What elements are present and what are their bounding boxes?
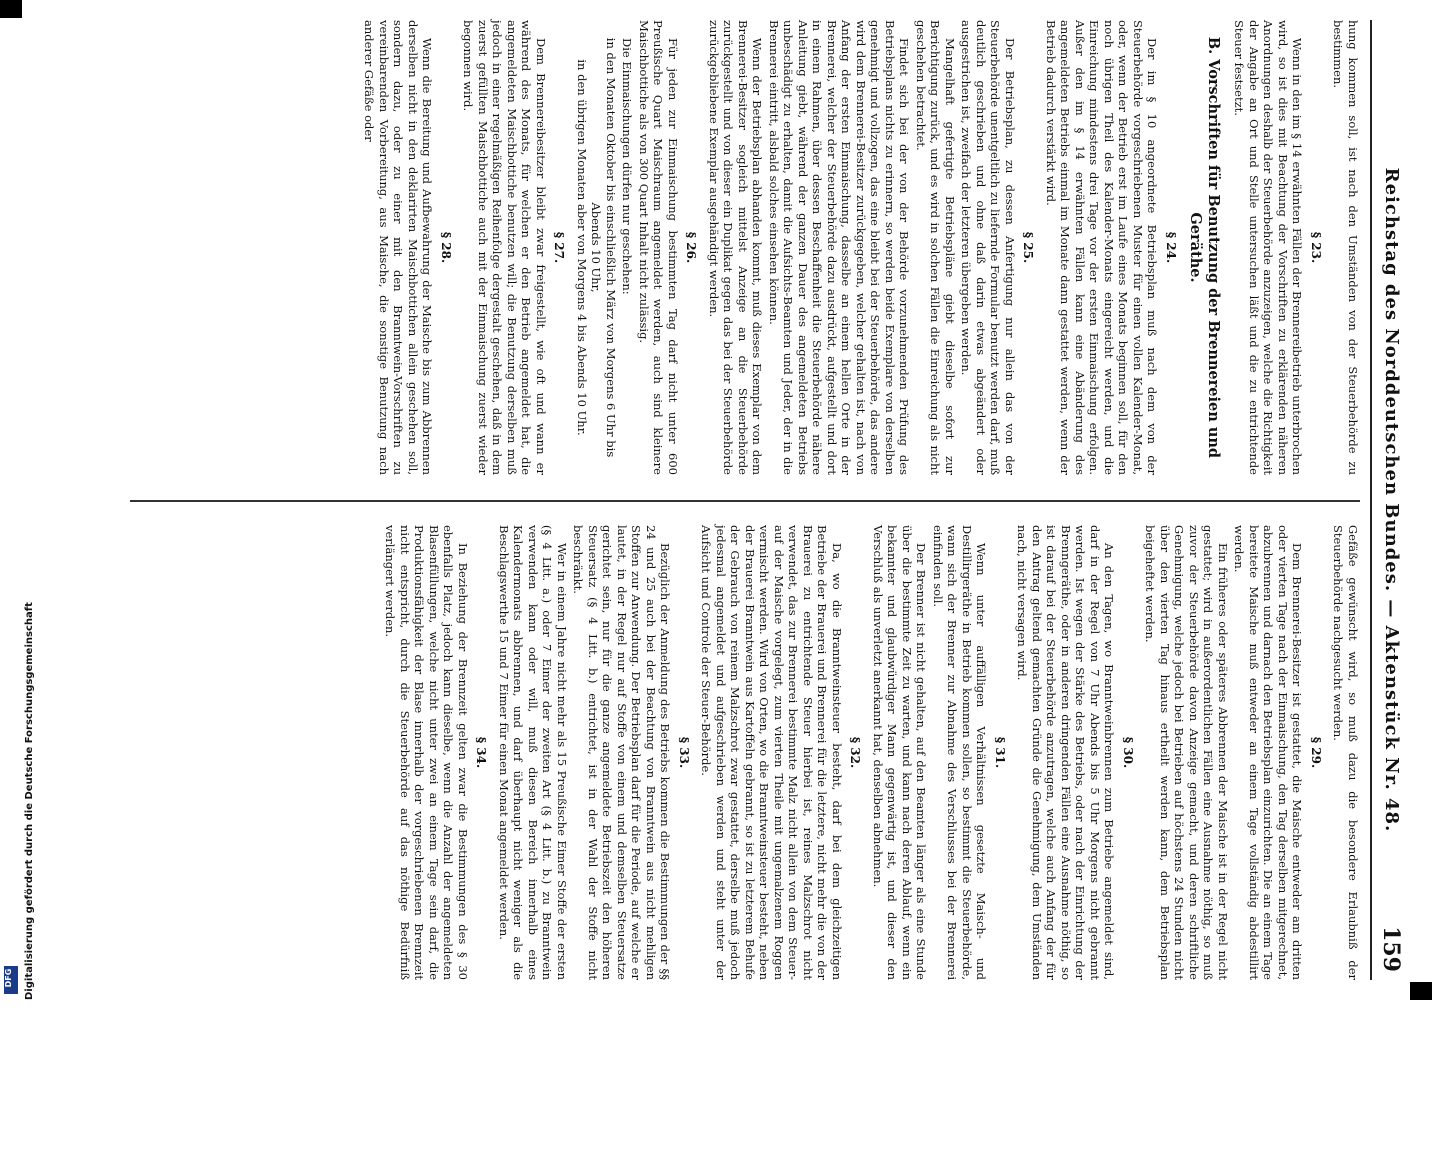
section-26-line-2: in den übrigen Monaten aber von Morgens 4 bis Abends 10 Uhr.	[575, 59, 589, 436]
rotated-page	[278, 0, 1404, 1150]
section-33-text-1: Bezüglich der Anmeldung des Betriebs kommen die Bestimmungen der §§ 24 und 25 auch bei der Beachtung von Branntwein aus nicht mehligen Stoffen zur Anwendung. Der Betriebsplan darf für die Periode, auf welche er lautet, in der Regel nur auf Stoffe von einem und demselben Steuersatze gerichtet sein, nur für die ganze angemeldete Betriebszeit den höheren Steuersatz (§ 4 Litt. b.) entrichtet, ist in der Wahl der Stoffe nicht beschränkt.	[571, 525, 673, 980]
section-26-title: § 26.	[684, 231, 699, 264]
section-25-text-1: Der Betriebsplan, zu dessen Anfertigung nur allein das von der Steuerbehörde unentgeltlich zu liefernde Formular benutzt werden darf, muß deutlich geschrieben und ohne daß darin etwas abgeändert oder ausgestrichen ist, zweifach der letzteren übergeben werden.	[959, 20, 1017, 475]
section-30-text: An den Tagen, wo Branntweinbrennen zum Betriebe angemeldet sind, darf in der Regel von 7 Uhr Abends bis 5 Uhr Morgens nicht gebrannt werden. Ist wegen der Stärke des Betriebs, oder nach der Einrichtung der Brenngeräthe, oder in anderen dringenden Fällen eine Ausnahme nöthig, so ist darauf bei der Steuerbehörde anzutragen, welche auch Anfang der für den Antrag geltend gemachten Gründe die Genehmigung, dem Umständen nach, nicht versagen wird.	[1015, 525, 1117, 980]
section-26-line-1: in den Monaten Oktober bis einschließlich März von Morgens 6 Uhr bis Abends 10 Uhr,	[589, 37, 618, 458]
section-26-text-1: Für jeden zur Einmaischung bestimmten Tag darf nicht unter 600 Preußische Quart Maischraum angemeldet werden, auch sind kleinere Maischbottiche als von 300 Quart Inhalt nicht zulässig.	[637, 20, 680, 475]
section-26-text-2: Die Einmaischungen dürfen nur geschehen:	[620, 38, 635, 295]
section-23-text: Wenn in den im § 14 erwähnten Fällen der Brennereibetrieb unterbrochen wird, so ist dies mit Beachtung der Vorschriften zu erklärenden näheren Anordnungen deshalb der Steuerbehörde anzuzeigen, welche die Richtigkeit der Angabe an Ort und Stelle untersuchen läßt und die zu entrichtende Steuer festsetzt.	[1232, 20, 1305, 475]
section-27-title: § 27.	[552, 231, 567, 264]
left-column	[360, 20, 1360, 475]
header-rule	[1370, 20, 1372, 980]
page-content	[108, 20, 1408, 980]
heading-b: B. Vorschriften für Benutzung der Brennereien und Geräthe.	[1187, 36, 1222, 459]
section-31-title: § 31.	[993, 736, 1007, 769]
section-32-text: Da, wo die Branntweinsteuer besteht, darf bei dem gleichzeitigen Betriebe der Brauerei und Brennerei für die letztere, nicht mehr die von der Brauerei zu entrichtende Steuer hierbei ist, reines Malzschrot nicht verwendet, das zur Brennerei bestimmte Malz nicht allein von dem Steuer- auf der Maische vorgelegt, zum vierten Theile mit ungemalzenem Roggen vermischt werden. Wird von Orten, wo die Branntweinsteuer besteht, neben der Brauerei Branntwein aus Kartoffeln gebrannt, so ist zu letzterem Behufe der Gebrauch von reinem Malzschrot zwar gestattet, derselbe muß jedoch jedesmal angemeldet und aufgeschrieben werden und steht unter der Aufsicht und Controle der Steuer-Behörde.	[699, 525, 844, 980]
section-25-text-2: Mangelhaft gefertigte Betriebspläne giebt dieselbe sofort zur Berichtigung zurück, und es wird in solchen Fällen die Einreichung als nicht geschehen betrachtet.	[914, 20, 957, 475]
section-31-text-2: Der Brenner ist nicht gehalten, auf den Beamten länger als eine Stunde über die bestimmte Zeit zu warten, und kann nach deren Ablauf, wenn ein bekannter und glaubwürdiger Mann gegenwärtig ist, und dieser den Verschluß als unverletzt anerkannt hat, denselben abnehmen.	[871, 525, 929, 980]
dfg-logo-text: DFG	[4, 968, 13, 988]
section-34-text: In Beziehung der Brennzeit gelten zwar die Bestimmungen des § 30 ebenfalls Platz, jedoch kann dieselbe, wenn die Anzahl der angemeldeten Blasenfüllungen, welche nicht unter zwei an einem Tage sein darf, die Produktionsfähigkeit der Blase innerhalb der vorgeschriebenen Brennzeit nicht entspricht, durch die Steuerbehörde auf das nöthige Bedürfniß verlängert werden.	[383, 525, 470, 980]
section-28-text: Wenn die Bereitung und Aufbewahrung der Maische bis zum Abbrennen derselben nicht in den deklarirten Maischbottichen allein geschehen soll, sondern dazu, oder zu einer mit den Branntwein-Vorschriften zu vereinbarenden Vorbereitung, aus Maische, die sonstige Benutzung nach anderer Gefäße oder	[362, 20, 435, 475]
page-header	[1372, 20, 1408, 980]
page-number: 159	[1378, 926, 1404, 972]
section-24-title: § 24.	[1164, 231, 1178, 264]
section-33-text-2: Wer in einem Jahre nicht mehr als 15 Preußische Eimer Stoffe der ersten (§ 4 Litt. a.) oder 7 Eimer der zweiten Art (§ 4 Litt. b.) zu Branntwein verwenden kann oder will, muß diesen Bereich innerhalb eines Kalendermonats abbrennen, und darf überhaupt nicht weniger als die Beschlagswerthe 15 und 7 Eimer für einen Monat angemeldet werden.	[497, 525, 569, 980]
right-intro: Gefäße gewünscht wird, so muß dazu die besondere Erlaubniß der Steuerbehörde nachgesucht werden.	[1331, 525, 1360, 980]
section-32-title: § 32.	[848, 736, 863, 769]
section-29-title: § 29.	[1309, 736, 1323, 769]
section-30-title: § 30.	[1121, 736, 1135, 769]
section-29-text-1: Dem Brennerei-Besitzer ist gestattet, die Maische entweder am dritten oder vierten Tage nach der Einmaischung, den Tag derselben mitgerechnet, abzubrennen und darnach den Betriebsplan einzurichten. Die an einem Tage bereitete Maische muß entweder an einem Tage vollständig abdestillirt werden.	[1232, 525, 1305, 980]
section-25-title: § 25.	[1021, 231, 1036, 264]
section-24-text: Der im § 10 angeordnete Betriebsplan muß nach dem von der Steuerbehörde vorgeschriebenen Muster für einen vollen Kalender-Monat, oder, wenn der Betrieb erst im Laufe eines Monats beginnen soll, für den noch übrigen Theil des Kalender-Monats eingereicht werden, und die Einreichung mindestens drei Tage vor der ersten Einmaischung erfolgen. Außer den im § 14 erwähnten Fällen kann eine Abänderung des angemeldeten Betriebs einmal im Monate dann gestattet werden, wenn der Betrieb dadurch verstärkt wird.	[1044, 20, 1160, 475]
digitization-note: Digitalisierung gefördert durch die Deutsche Forschungsgemeinschaft	[24, 602, 35, 1000]
section-31-text-1: Wenn unter auffälligen Verhältnissen gesetzte Maisch- und Destillirgeräthe in Betrieb kommen sollen, so bestimmt die Steuerbehörde, wann sich der Brenner zur Abnahme des Verschlusses bei der Brennerei einfinden soll.	[931, 525, 989, 980]
section-34-title: § 34.	[474, 736, 489, 769]
section-27-text: Dem Brennereibesitzer bleibt zwar freigestellt, wie oft und wann er während des Monats, für welchen er den Betrieb angemeldet hat, die angemeldeten Maischbottiche benutzen will; die Benutzung derselben muß jedoch in einer regelmäßigen Reihenfolge dergestalt geschehen, daß in dem zuerst gefüllten Maischbottiche auch mit der Einmaischung zuerst wieder begonnen wird.	[461, 20, 548, 475]
digitization-sidebar	[2, 0, 35, 1000]
section-33-title: § 33.	[677, 736, 691, 769]
left-intro: hung kommen soll, ist nach den Umständen von der Steuerbehörde zu bestimmen.	[1331, 20, 1360, 475]
section-23-title: § 23.	[1309, 231, 1323, 264]
right-column	[381, 525, 1360, 980]
section-28-title: § 28.	[439, 231, 453, 264]
section-25-text-4: Wenn der Betriebsplan abhanden kommt, muß dieses Exemplar von dem Brennerei-Besitzer sogleich mittelst Anzeige an die Steuerbehörde zurückgestellt und von dieser ein Duplikat gegen das bei der Steuerbehörde zurückgebliebene Exemplar ausgehändigt werden.	[707, 20, 765, 475]
dfg-logo-icon	[4, 966, 18, 994]
header-title: Reichstag des Norddeutschen Bundes. — Aktenstück Nr. 48.	[1381, 167, 1402, 833]
column-divider	[130, 500, 1360, 502]
section-29-text-2: Ein früheres oder späteres Abbrennen der Maische ist in der Regel nicht gestattet; wird in außerordentlichen Fällen eine Ausnahme nöthig, so muß zuvor der Steuerbehörde davon Anzeige gemacht, und deren schriftliche Genehmigung, welche jedoch bei Betrieben auf höchstens 24 Stunden nicht über den vierten Tag hinaus ertheilt werden kann, dem Betriebsplan beigeheftet werden.	[1143, 525, 1230, 980]
section-25-text-3: Findet sich bei der von der Behörde vorzunehmenden Prüfung des Betriebsplans nichts zu erinnern, so werden beide Exemplare von derselben genehmigt und vollzogen, das eine bleibt bei der Steuerbehörde, das andere wird dem Brennerei-Besitzer zurückgegeben, welcher gehalten ist, nach von Anfang der ersten Einmaischung, dasselbe an einem hellen Orte in der Brennerei, welcher der Steuerbehörde dazu ausdrückt, aufgestellt und dort in einem Rahmen, über dessen Beschaffenheit die Steuerbehörde nähere Anleitung giebt, während der ganzen Dauer des angemeldeten Betriebs unbeschädigt zu erhalten, damit die Aufsichts-Beamten und Jeder, der in die Brennerei eintritt, alsbald solches einsehen können.	[767, 20, 912, 475]
scan-corner-mark	[1410, 982, 1432, 1000]
